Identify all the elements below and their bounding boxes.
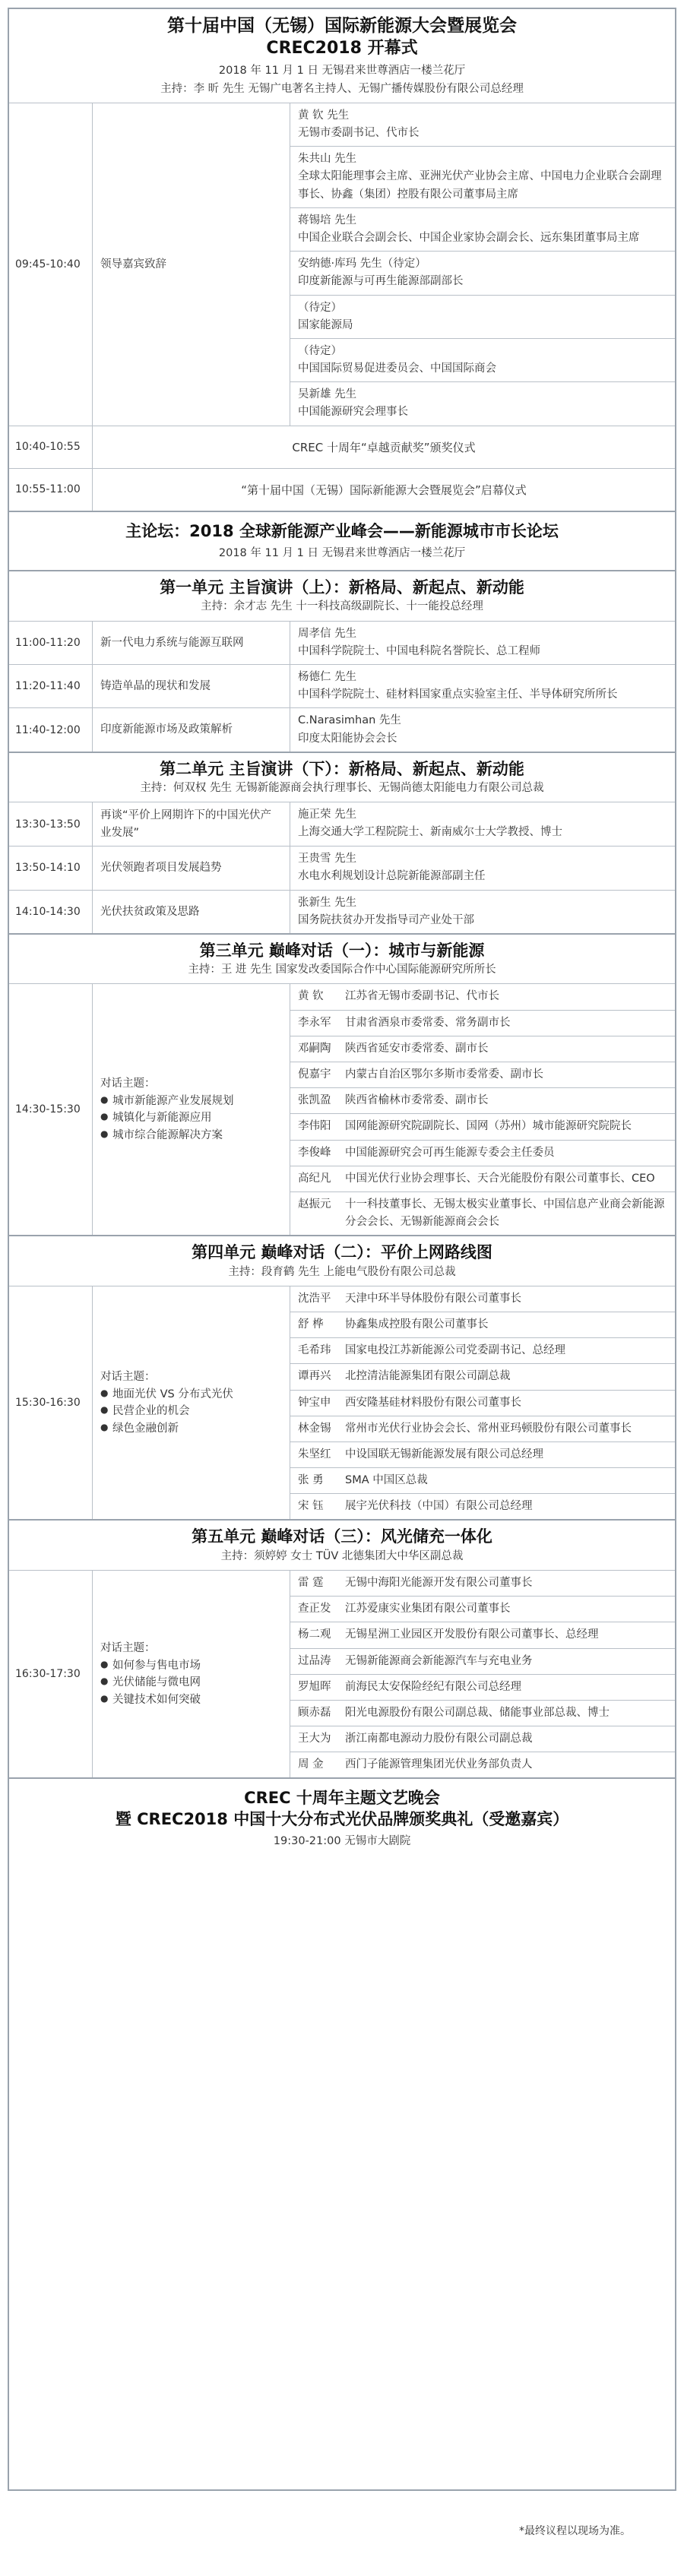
speaker-name: 赵振元 (298, 1198, 331, 1210)
time-slot: 14:30-15:30 (9, 984, 93, 1235)
speaker (290, 802, 675, 845)
unit-3-host: 主持：王 进 先生 国家发改委国际合作中心国际能源研究所所长 (188, 964, 496, 976)
speaker-name: （待定） (298, 344, 342, 357)
session-topic: 铸造单晶的现状和发展 (93, 665, 290, 707)
time-slot: 13:50-14:10 (9, 847, 93, 889)
speaker (290, 1010, 675, 1036)
topic-item: ● 如何参与售电市场 (100, 1657, 282, 1674)
speaker-name: 朱共山 先生 (298, 153, 357, 166)
speaker-name: 安纳德·库玛 先生（待定） (298, 258, 426, 271)
main-forum-date-venue: 2018 年 11 月 1 日 无锡君来世尊酒店一楼兰花厅 (218, 546, 466, 559)
unit-3 (9, 935, 675, 1236)
time-slot: 11:00-11:20 (9, 622, 93, 664)
speaker (290, 295, 675, 338)
unit-3-title: 第三单元 巅峰对话（一）：城市与新能源 (199, 941, 485, 960)
topic-item: ● 地面光伏 VS 分布式光伏 (100, 1386, 282, 1403)
speaker-list (290, 665, 675, 707)
speaker-title: 陕西省延安市委常委、副市长 (345, 1042, 489, 1055)
opening-speeches-row (9, 103, 675, 426)
speaker (290, 1312, 675, 1337)
speaker-title: 协鑫集成控股有限公司董事长 (345, 1318, 489, 1331)
dialogue-row (9, 983, 675, 1235)
speaker-name: 吴新雄 先生 (298, 388, 357, 401)
speaker-title: 中国科学院院士、硅材料国家重点实验室主任、半导体研究所所长 (298, 688, 618, 701)
speaker-title: 无锡星洲工业园区开发股份有限公司董事长、总经理 (345, 1628, 599, 1641)
unit-2-title: 第二单元 主旨演讲（下）：新格局、新起点、新动能 (160, 759, 524, 778)
topic-item: ● 绿色金融创新 (100, 1420, 282, 1437)
speaker (290, 103, 675, 146)
topics-heading: 对话主题： (100, 1642, 156, 1655)
session-topic: 光伏扶贫政策及思路 (93, 891, 290, 933)
speaker (290, 1752, 675, 1777)
speaker-name: 李俊峰 (298, 1146, 331, 1159)
speaker-name: 毛希玮 (298, 1344, 331, 1357)
speaker-title: 天津中环半导体股份有限公司董事长 (345, 1292, 521, 1305)
dialogue-topics (93, 984, 290, 1235)
main-forum-header (9, 512, 675, 571)
time-slot: 15:30-16:30 (9, 1286, 93, 1520)
session-topic: 领导嘉宾致辞 (93, 103, 290, 426)
speaker-name: 杨二观 (298, 1628, 331, 1641)
speaker-title: 常州市光伏行业协会会长、常州亚玛顿股份有限公司董事长 (345, 1422, 632, 1435)
speaker-title: 江苏爱康实业集团有限公司董事长 (345, 1603, 511, 1616)
unit-1-host: 主持：余才志 先生 十一科技高级副院长、十一能投总经理 (201, 600, 483, 613)
speaker-name: 查正发 (298, 1603, 331, 1616)
unit-2-host: 主持：何双权 先生 无锡新能源商会执行理事长、无锡尚德太阳能电力有限公司总裁 (140, 782, 544, 795)
speaker (290, 1596, 675, 1622)
opening-host: 主持：李 昕 先生 无锡广电著名主持人、无锡广播传媒股份有限公司总经理 (160, 82, 524, 95)
gala-time-venue: 19:30-21:00 无锡市大剧院 (273, 1835, 411, 1848)
unit-1 (9, 571, 675, 753)
speaker-name: 王大为 (298, 1733, 331, 1745)
speaker-name: 蒋锡培 先生 (298, 214, 357, 226)
speaker-title: 西安隆基硅材料股份有限公司董事长 (345, 1396, 521, 1409)
ceremony-row (9, 468, 675, 511)
speaker-name: 舒 桦 (298, 1318, 324, 1331)
dialogue-row (9, 1286, 675, 1520)
agenda-row (9, 802, 675, 846)
speaker (290, 847, 675, 889)
speaker-title: 中国国际贸易促进委员会、中国国际商会 (298, 362, 496, 375)
speaker-title: 国家能源局 (298, 318, 353, 331)
topic-item: ● 城镇化与新能源应用 (100, 1109, 282, 1126)
time-slot: 10:40-10:55 (9, 426, 93, 468)
speaker (290, 1622, 675, 1647)
speaker (290, 1113, 675, 1139)
speaker (290, 1337, 675, 1363)
time-slot: 10:55-11:00 (9, 469, 93, 511)
ceremony-row (9, 426, 675, 468)
speaker-title: 无锡新能源商会新能源汽车与充电业务 (345, 1654, 533, 1667)
speaker (290, 984, 675, 1009)
dialogue-row (9, 1570, 675, 1778)
speaker-title: 无锡中海阳光能源开发有限公司董事长 (345, 1576, 533, 1589)
unit-4-title: 第四单元 巅峰对话（二）：平价上网路线图 (192, 1243, 492, 1262)
speaker (290, 1191, 675, 1235)
agenda-row (9, 890, 675, 933)
speaker-title: 印度太阳能协会会长 (298, 732, 397, 745)
session-topic: 光伏领跑者项目发展趋势 (93, 847, 290, 889)
speaker-name: 李永军 (298, 1016, 331, 1029)
speaker-title: SMA 中国区总裁 (345, 1474, 428, 1487)
speaker (290, 251, 675, 294)
unit-4 (9, 1236, 675, 1521)
unit-5-title: 第五单元 巅峰对话（三）：风光储充一体化 (192, 1527, 492, 1546)
agenda-row (9, 621, 675, 664)
footnote: *最终议程以现场为准。 (519, 2525, 631, 2537)
speaker (290, 1441, 675, 1467)
speaker-name: （待定） (298, 301, 342, 314)
speaker-name: 张 勇 (298, 1474, 324, 1487)
speaker-list (290, 1286, 675, 1520)
opening-date-venue: 2018 年 11 月 1 日 无锡君来世尊酒店一楼兰花厅 (218, 65, 466, 78)
speaker-title: 水电水利规划设计总院新能源部副主任 (298, 870, 486, 883)
speaker-name: 钟宝申 (298, 1396, 331, 1409)
topic-item: ● 城市新能源产业发展规划 (100, 1093, 282, 1109)
unit-1-header (9, 571, 675, 620)
unit-4-host: 主持：段育鹤 先生 上能电气股份有限公司总裁 (228, 1265, 456, 1278)
speaker (290, 665, 675, 707)
gala-subtitle: 暨 CREC2018 中国十大分布式光伏品牌颁奖典礼（受邀嘉宾） (115, 1809, 569, 1828)
topics-heading: 对话主题： (100, 1371, 156, 1384)
speaker-name: 杨德仁 先生 (298, 671, 357, 684)
speaker-list (290, 1571, 675, 1778)
agenda-sheet (8, 8, 676, 2491)
speaker-title: 国网能源研究院副院长、国网（苏州）城市能源研究院院长 (345, 1120, 632, 1133)
speaker (290, 1062, 675, 1087)
speaker-title: 江苏省无锡市委副书记、代市长 (345, 990, 499, 1003)
speaker (290, 207, 675, 251)
speaker (290, 1140, 675, 1166)
unit-3-header (9, 935, 675, 983)
topic-item: ● 光伏储能与微电网 (100, 1674, 282, 1691)
dialogue-topics (93, 1571, 290, 1778)
speaker-title: 西门子能源管理集团光伏业务部负责人 (345, 1758, 533, 1771)
speaker-list (290, 984, 675, 1235)
speaker (290, 381, 675, 425)
speaker-title: 中设国联无锡新能源发展有限公司总经理 (345, 1448, 543, 1460)
agenda-row (9, 846, 675, 889)
speaker (290, 1036, 675, 1062)
speaker-title: 国务院扶贫办开发指导司产业处干部 (298, 913, 474, 926)
speaker-title: 北控清洁能源集团有限公司副总裁 (345, 1370, 511, 1383)
speaker-name: 林金锡 (298, 1422, 331, 1435)
speaker-name: 李伟阳 (298, 1120, 331, 1133)
evening-gala (9, 1779, 675, 1861)
speaker-name: 谭再兴 (298, 1370, 331, 1383)
speaker-title: 中国科学院院士、中国电科院名誉院长、总工程师 (298, 644, 540, 657)
speaker-name: 罗旭晖 (298, 1680, 331, 1693)
speaker-name: 施正荣 先生 (298, 809, 357, 821)
speaker (290, 1166, 675, 1191)
speaker (290, 622, 675, 664)
speaker (290, 1087, 675, 1113)
speaker (290, 1648, 675, 1674)
speaker-title: 印度新能源与可再生能源部副部长 (298, 275, 464, 288)
speaker (290, 1467, 675, 1493)
speaker-title: 全球太阳能理事会主席、亚洲光伏产业协会主席、中国电力企业联合会副理事长、协鑫（集团）控股有限公司董事局主席 (298, 170, 662, 201)
speaker (290, 1416, 675, 1441)
speaker-name: 沈浩平 (298, 1292, 331, 1305)
gala-title: CREC 十周年主题文艺晚会 (244, 1789, 440, 1808)
unit-2 (9, 753, 675, 935)
speaker-list (290, 622, 675, 664)
speaker-name: 王贵雪 先生 (298, 853, 357, 866)
time-slot: 14:10-14:30 (9, 891, 93, 933)
topic-item: ● 城市综合能源解决方案 (100, 1127, 282, 1144)
unit-4-header (9, 1236, 675, 1285)
speaker-title: 浙江南都电源动力股份有限公司副总裁 (345, 1733, 533, 1745)
speaker-title: 中国光伏行业协会理事长、天合光能股份有限公司董事长、CEO (345, 1172, 655, 1185)
topic-item: ● 民营企业的机会 (100, 1403, 282, 1419)
conference-title: 第十届中国（无锡）国际新能源大会暨展览会 (167, 16, 517, 36)
speaker-title: 展宇光伏科技（中国）有限公司总经理 (345, 1500, 533, 1513)
ceremony-text: “第十届中国（无锡）国际新能源大会暨展览会”启幕仪式 (241, 483, 527, 497)
main-forum-title: 主论坛：2018 全球新能源产业峰会——新能源城市市长论坛 (125, 521, 559, 540)
unit-1-title: 第一单元 主旨演讲（上）：新格局、新起点、新动能 (160, 578, 524, 597)
speaker-list (290, 708, 675, 751)
session-topic: 印度新能源市场及政策解析 (93, 708, 290, 751)
speaker-title: 中国能源研究会可再生能源专委会主任委员 (345, 1146, 555, 1159)
speaker-title: 阳光电源股份有限公司副总裁、储能事业部总裁、博士 (345, 1706, 610, 1719)
time-slot: 13:30-13:50 (9, 802, 93, 846)
speaker-title: 中国能源研究会理事长 (298, 406, 408, 419)
speaker-title: 中国企业联合会副会长、中国企业家协会副会长、远东集团董事局主席 (298, 231, 640, 244)
speaker (290, 1726, 675, 1752)
speaker-name: 周 金 (298, 1758, 324, 1771)
speaker-name: 黄 钦 先生 (298, 109, 350, 122)
unit-5 (9, 1521, 675, 1779)
agenda-row (9, 707, 675, 751)
topics-heading: 对话主题： (100, 1078, 156, 1090)
speaker (290, 1674, 675, 1700)
speaker-name: 黄 钦 (298, 990, 324, 1003)
speaker-name: 顾赤磊 (298, 1706, 331, 1719)
speaker-title: 无锡市委副书记、代市长 (298, 127, 420, 140)
unit-5-header (9, 1521, 675, 1569)
opening-title: CREC2018 开幕式 (266, 38, 418, 58)
speaker-name: 宋 钰 (298, 1500, 324, 1513)
speaker-name: 周孝信 先生 (298, 627, 357, 640)
speaker (290, 1286, 675, 1312)
speaker-title: 十一科技董事长、无锡太极实业董事长、中国信息产业商会新能源分会会长、无锡新能源商会会长 (345, 1198, 665, 1229)
speaker-list (290, 891, 675, 933)
unit-2-header (9, 753, 675, 802)
topic-item: ● 关键技术如何突破 (100, 1691, 282, 1708)
speaker-title: 前海民太安保险经纪有限公司总经理 (345, 1680, 521, 1693)
opening-section (9, 9, 675, 512)
unit-5-host: 主持：须婷婷 女士 TÜV 北德集团大中华区副总裁 (220, 1549, 464, 1562)
agenda-row (9, 664, 675, 707)
speaker-name: 高纪凡 (298, 1172, 331, 1185)
speaker-title: 陕西省榆林市委常委、副市长 (345, 1094, 489, 1107)
speaker (290, 1571, 675, 1596)
speaker (290, 146, 675, 207)
speaker-title: 国家电投江苏新能源公司党委副书记、总经理 (345, 1344, 565, 1357)
speaker-name: 朱坚红 (298, 1448, 331, 1460)
speaker-name: 张新生 先生 (298, 896, 357, 909)
session-topic: 再谈“平价上网期许下的中国光伏产业发展” (93, 802, 290, 846)
speaker (290, 1390, 675, 1416)
speaker-list (290, 802, 675, 846)
speaker-title: 甘肃省酒泉市委常委、常务副市长 (345, 1016, 511, 1029)
time-slot: 11:40-12:00 (9, 708, 93, 751)
opening-header (9, 9, 675, 103)
speaker (290, 338, 675, 381)
session-topic: 新一代电力系统与能源互联网 (93, 622, 290, 664)
speaker-name: 倪嘉宇 (298, 1068, 331, 1081)
time-slot: 11:20-11:40 (9, 665, 93, 707)
time-slot: 16:30-17:30 (9, 1571, 93, 1778)
ceremony-text: CREC 十周年“卓越贡献奖”颁奖仪式 (292, 440, 476, 454)
speaker-title: 上海交通大学工程院院士、新南威尔士大学教授、博士 (298, 826, 562, 839)
speaker-name: 张凯盈 (298, 1094, 331, 1107)
speaker-name: 过品涛 (298, 1654, 331, 1667)
speaker-list (290, 103, 675, 426)
speaker-list (290, 847, 675, 889)
speaker (290, 1700, 675, 1726)
speaker-name: 邓嗣陶 (298, 1042, 331, 1055)
speaker (290, 1493, 675, 1519)
speaker-title: 内蒙古自治区鄂尔多斯市委常委、副市长 (345, 1068, 543, 1081)
speaker (290, 1363, 675, 1389)
speaker (290, 708, 675, 751)
speaker-name: C.Narasimhan 先生 (298, 714, 401, 727)
speaker (290, 891, 675, 933)
speaker-name: 雷 霆 (298, 1576, 324, 1589)
time-slot: 09:45-10:40 (9, 103, 93, 426)
dialogue-topics (93, 1286, 290, 1520)
